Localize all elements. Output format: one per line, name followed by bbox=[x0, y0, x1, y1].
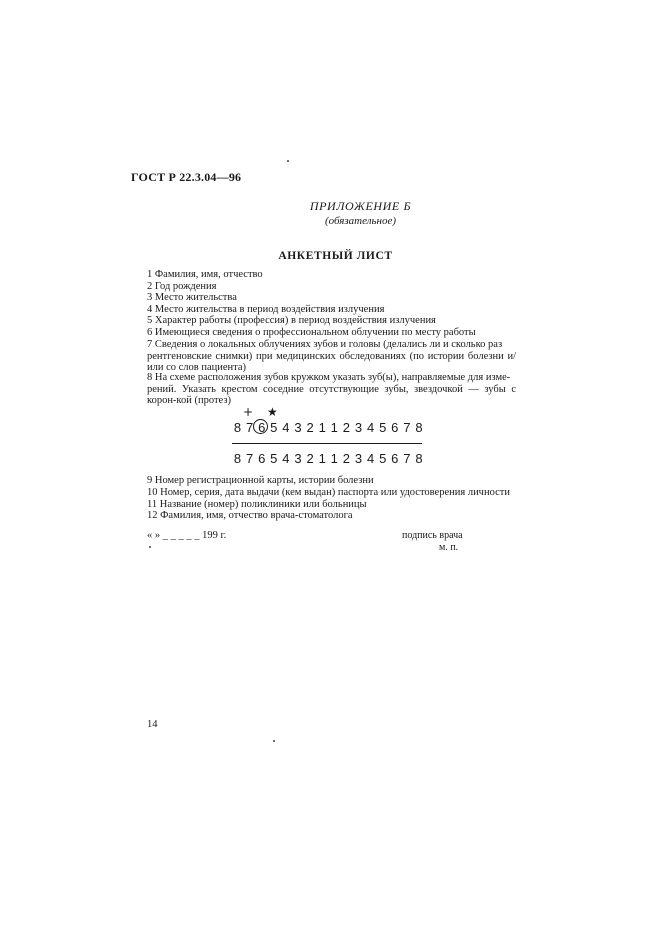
tooth-number: 3 bbox=[354, 451, 363, 466]
tooth-number: 8 bbox=[415, 451, 423, 466]
tooth-number: 4 bbox=[282, 420, 290, 435]
item-8-continuation: рений. Указать крестом соседние отсутствующие зубы, звездочкой — зубы с корон-кой (протез) bbox=[147, 383, 516, 406]
tooth-number: 6 bbox=[391, 451, 399, 466]
scan-speck bbox=[273, 740, 275, 742]
tooth-number: 1 bbox=[318, 420, 326, 435]
tooth-number: 2 bbox=[342, 420, 350, 435]
item-8-paragraph bbox=[147, 372, 516, 407]
item-7-continuation: рентгеновские снимки) при медицинских обследованиях (по истории болезни и/или со слов пациента) bbox=[147, 350, 516, 373]
tooth-number: 4 bbox=[282, 451, 290, 466]
tooth-number: 6 bbox=[258, 451, 266, 466]
tooth-number: 5 bbox=[270, 451, 278, 466]
tooth-number: 1 bbox=[330, 451, 338, 466]
scan-speck bbox=[287, 160, 289, 162]
tooth-number: 3 bbox=[294, 451, 302, 466]
tooth-number: 5 bbox=[270, 420, 278, 435]
item-7-first-line: 7 Сведения о локальных облучениях зубов и головы (делались ли и сколько раз bbox=[147, 339, 503, 350]
jaw-divider-line bbox=[232, 443, 422, 444]
date-line: « » _ _ _ _ _ 199 г. bbox=[147, 530, 227, 541]
list-item: 1 Фамилия, имя, отчество bbox=[147, 269, 263, 280]
tooth-number: 5 bbox=[379, 420, 387, 435]
list-item: 5 Характер работы (профессия) в период воздействия излучения bbox=[147, 315, 436, 326]
star-mark-icon: ★ bbox=[267, 405, 278, 419]
items-list-2 bbox=[147, 475, 510, 522]
tooth-number: 2 bbox=[306, 451, 314, 466]
tooth-number: 7 bbox=[403, 451, 411, 466]
list-item: 12 Фамилия, имя, отчество врача-стоматолога bbox=[147, 510, 353, 522]
tooth-number: 2 bbox=[306, 420, 314, 435]
item-7-paragraph bbox=[147, 339, 516, 374]
appendix-heading bbox=[0, 199, 661, 227]
list-item: 6 Имеющиеся сведения о профессиональном облучении по месту работы bbox=[147, 326, 476, 338]
items-list-1 bbox=[147, 269, 476, 338]
tooth-number: 3 bbox=[354, 420, 363, 435]
stamp-place-label: м. п. bbox=[439, 542, 459, 553]
appendix-title: ПРИЛОЖЕНИЕ Б bbox=[309, 199, 412, 213]
cross-mark-icon: + bbox=[243, 405, 254, 419]
page-number: 14 bbox=[147, 719, 158, 730]
tooth-number: 1 bbox=[330, 420, 338, 435]
list-item: 9 Номер регистрационной карты, истории болезни bbox=[147, 475, 374, 486]
doctor-signature-label: подпись врача bbox=[402, 530, 463, 541]
list-item: 11 Название (номер) поликлиники или больницы bbox=[147, 498, 367, 510]
tooth-number: 8 bbox=[415, 420, 423, 435]
tooth-number: 5 bbox=[379, 451, 387, 466]
scan-speck bbox=[149, 546, 151, 548]
tooth-number: 3 bbox=[294, 420, 302, 435]
document-code: ГОСТ Р 22.3.04—96 bbox=[131, 170, 242, 184]
tooth-number: 4 bbox=[366, 451, 375, 466]
tooth-number: 7 bbox=[403, 420, 411, 435]
tooth-number: 8 bbox=[233, 451, 242, 466]
appendix-subtitle: (обязательное) bbox=[324, 215, 397, 227]
tooth-number: 7 bbox=[245, 451, 254, 466]
tooth-number: 6 bbox=[258, 420, 266, 435]
list-item: 4 Место жительства в период воздействия излучения bbox=[147, 303, 385, 315]
tooth-number: 6 bbox=[391, 420, 399, 435]
tooth-number: 7 bbox=[245, 420, 254, 435]
list-item: 2 Год рождения bbox=[147, 280, 217, 292]
tooth-number: 2 bbox=[342, 451, 350, 466]
list-item: 10 Номер, серия, дата выдачи (кем выдан) паспорта или удостоверения личности bbox=[147, 486, 510, 498]
tooth-number: 8 bbox=[233, 420, 242, 435]
tooth-number: 4 bbox=[366, 420, 375, 435]
form-title: АНКЕТНЫЙ ЛИСТ bbox=[278, 250, 393, 262]
tooth-number: 1 bbox=[318, 451, 326, 466]
item-8-first-line: 8 На схеме расположения зубов кружком указать зуб(ы), направляемые для изме- bbox=[147, 372, 511, 383]
list-item: 3 Место жительства bbox=[147, 292, 237, 303]
